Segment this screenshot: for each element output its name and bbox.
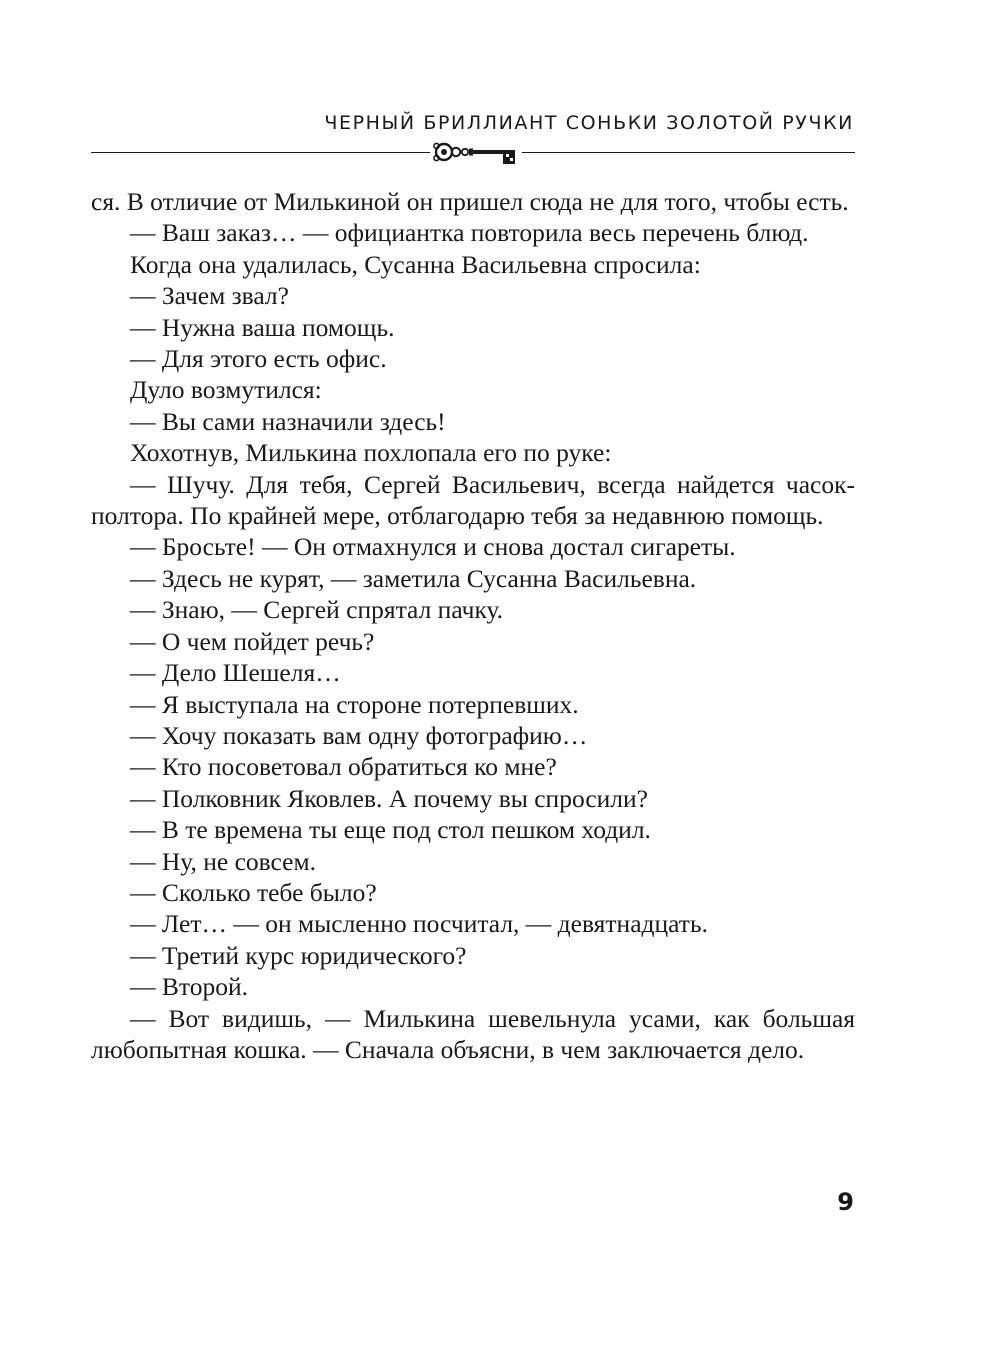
paragraph: Хохотнув, Милькина похлопала его по руке: [130, 438, 612, 468]
page-number: 9 [837, 1188, 854, 1216]
paragraph: — Вот видишь, — Милькина шевельнула усами, как большая любопытная кошка. — Сначала объясни, в чем заключается дело. [91, 1003, 855, 1064]
paragraph: — Полковник Яковлев. А почему вы спросили? [130, 783, 648, 813]
running-title: ЧЕРНЫЙ БРИЛЛИАНТ СОНЬКИ ЗОЛОТОЙ РУЧКИ [324, 112, 854, 134]
paragraph: — Дело Шешеля… [130, 658, 341, 688]
paragraph: — Знаю, — Сергей спрятал пачку. [130, 595, 504, 625]
paragraph: — Сколько тебе было? [130, 877, 377, 907]
paragraph: — Хочу показать вам одну фотографию… [130, 720, 588, 750]
paragraph: — Вы сами назначили здесь! [130, 406, 446, 436]
paragraph: ся. В отличие от Милькиной он пришел сюда не для того, чтобы есть. [91, 187, 849, 216]
paragraph: — Лет… — он мысленно посчитал, — девятнадцать. [130, 909, 708, 939]
paragraph: — В те времена ты еще под стол пешком ходил. [130, 815, 651, 845]
paragraph: — Здесь не курят, — заметила Сусанна Васильевна. [130, 563, 697, 593]
paragraph: Когда она удалилась, Сусанна Васильевна спросила: [130, 249, 701, 279]
paragraph: — Шучу. Для тебя, Сергей Васильевич, всегда найдется часок-полтора. По крайней мере, отблагодарю тебя за недавнюю помощь. [91, 469, 855, 531]
paragraph: — О чем пойдет речь? [130, 626, 375, 656]
paragraph: — Третий курс юридического? [130, 940, 467, 970]
paragraph: — Ну, не совсем. [130, 846, 316, 876]
paragraph: — Второй. [130, 972, 248, 1002]
paragraph: — Для этого есть офис. [130, 344, 387, 374]
paragraph: — Нужна ваша помощь. [130, 312, 395, 342]
paragraph: — Кто посоветовал обратиться ко мне? [130, 752, 557, 782]
paragraph: — Зачем звал? [130, 281, 289, 311]
paragraph: Дуло возмутился: [130, 375, 322, 405]
paragraph: — Я выступала на стороне потерпевших. [130, 689, 579, 719]
paragraph: — Ваш заказ… — официантка повторила весь перечень блюд. [130, 218, 809, 248]
page-body [91, 186, 855, 1065]
paragraph: — Бросьте! — Он отмахнулся и снова достал сигареты. [130, 532, 736, 562]
key-ornament-icon [430, 136, 522, 168]
